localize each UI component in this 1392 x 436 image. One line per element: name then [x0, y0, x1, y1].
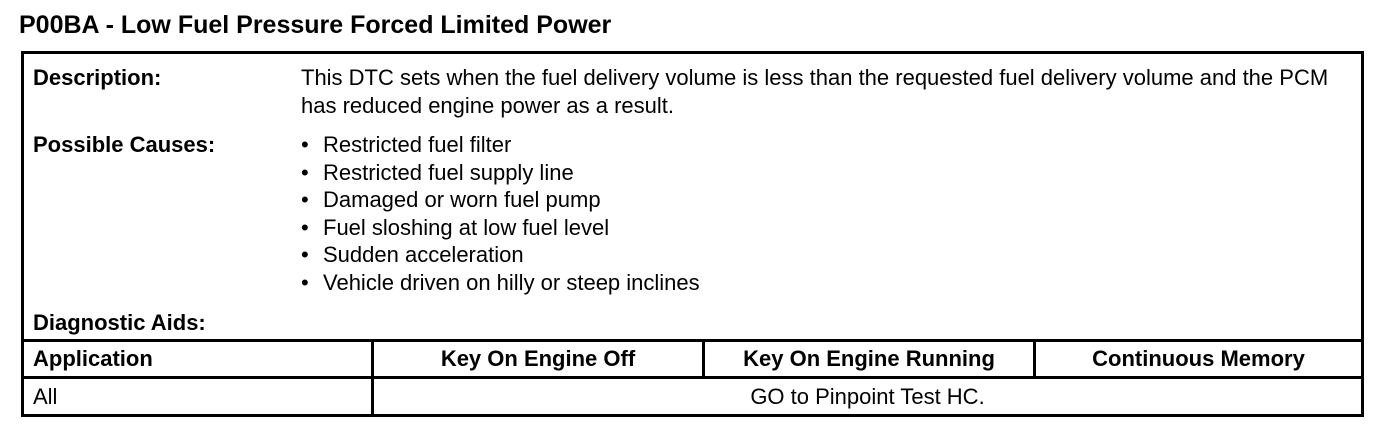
- list-item: • Restricted fuel supply line: [301, 159, 700, 187]
- table-row: [24, 379, 1361, 414]
- list-item: • Fuel sloshing at low fuel level: [301, 214, 700, 242]
- action-cell: GO to Pinpoint Test HC.: [750, 383, 985, 409]
- list-item: • Vehicle driven on hilly or steep inclines: [301, 269, 700, 297]
- dtc-info-box: [21, 51, 1364, 417]
- column-header-koeo: Key On Engine Off: [374, 342, 705, 376]
- test-table: [24, 339, 1361, 414]
- description-label: Description:: [33, 65, 162, 90]
- possible-causes-list: [301, 131, 700, 297]
- list-item: • Sudden acceleration: [301, 241, 700, 269]
- page-title: P00BA - Low Fuel Pressure Forced Limited Power: [19, 11, 612, 39]
- table-header-row: [24, 342, 1361, 379]
- list-item: • Damaged or worn fuel pump: [301, 186, 700, 214]
- possible-causes-label: Possible Causes:: [33, 132, 216, 157]
- application-cell: All: [24, 379, 374, 414]
- column-header-koer: Key On Engine Running: [705, 342, 1036, 376]
- list-item: • Restricted fuel filter: [301, 131, 700, 159]
- description-text: This DTC sets when the fuel delivery volume is less than the requested fuel delivery volume and the PCM has reduced engine power as a result.: [301, 65, 1329, 118]
- column-header-application: Application: [24, 342, 374, 376]
- diagnostic-aids-label: Diagnostic Aids:: [33, 310, 206, 335]
- column-header-continuous-memory: Continuous Memory: [1092, 346, 1305, 371]
